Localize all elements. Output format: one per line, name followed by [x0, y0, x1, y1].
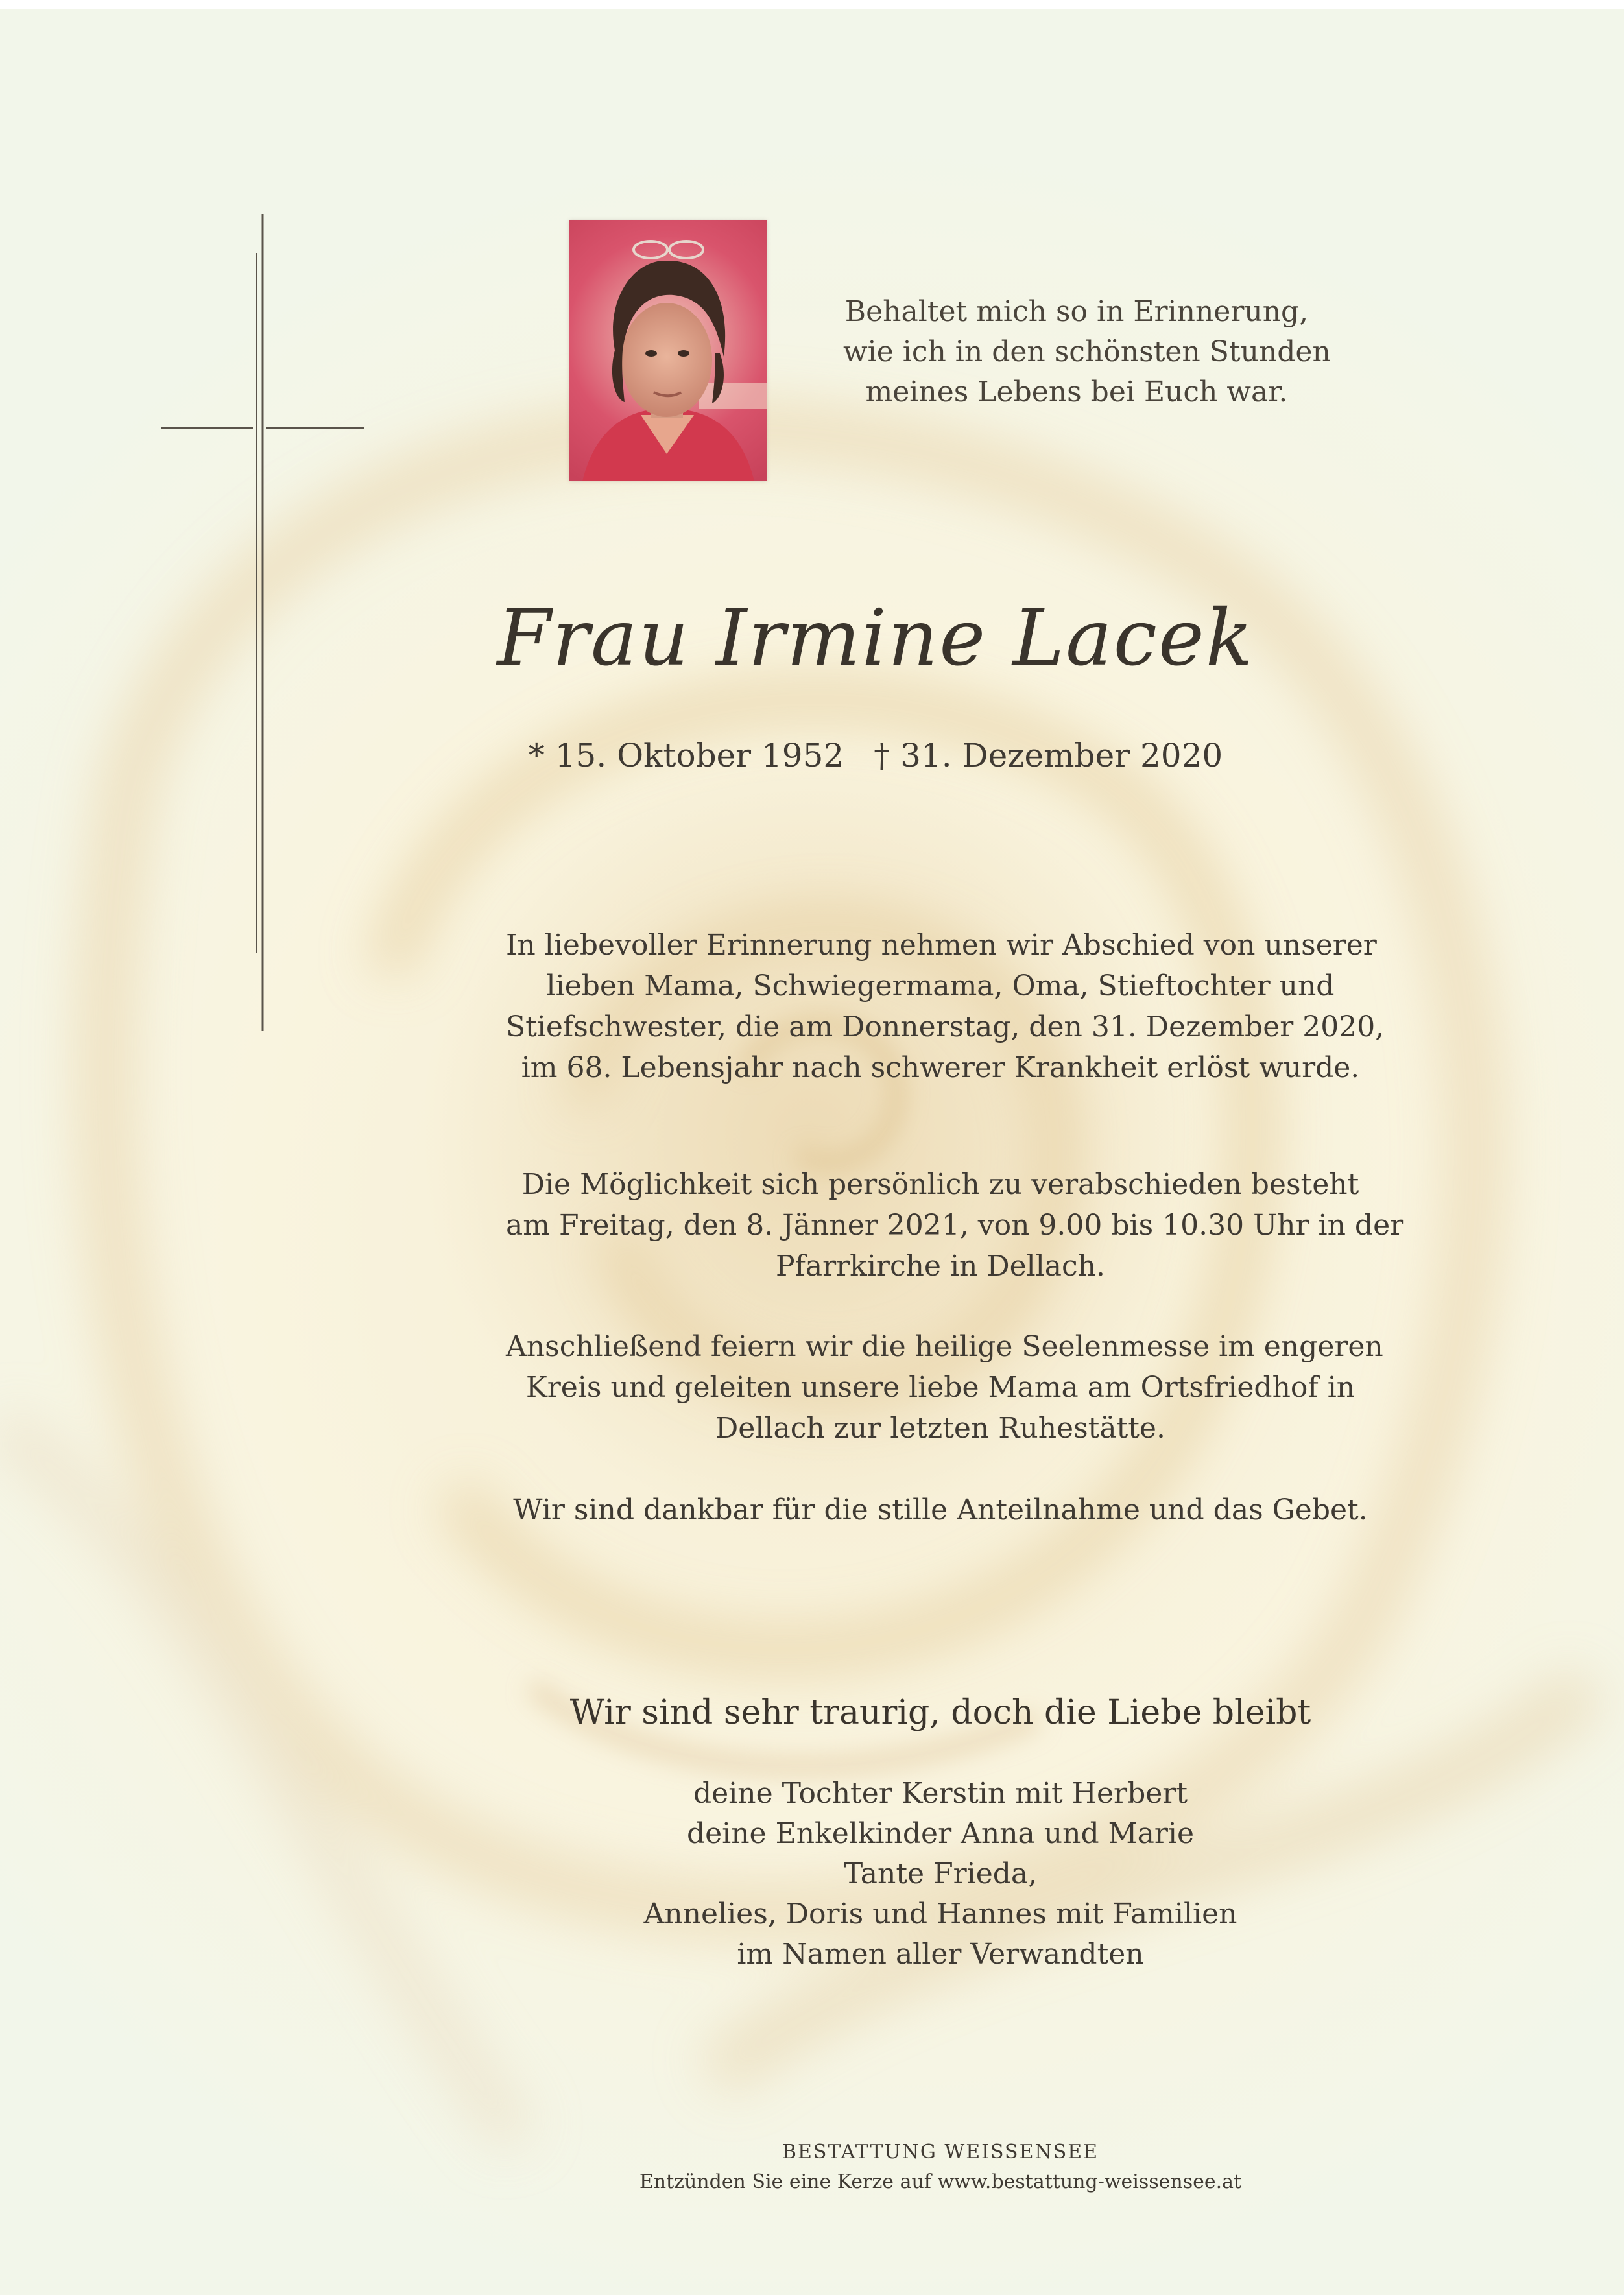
paragraph-line: Dellach zur letzten Ruhestätte.: [715, 1412, 1165, 1445]
deceased-name: Frau Irmine Lacek: [497, 593, 1254, 684]
paragraph-line: am Freitag, den 8. Jänner 2021, von 9.00 bis 10.30 Uhr in der: [506, 1209, 1404, 1242]
mass-paragraph: [506, 1326, 1383, 1449]
mourners-list: [506, 1774, 1375, 1975]
farewell-paragraph: [506, 925, 1385, 1088]
quote-line: meines Lebens bei Euch war.: [865, 375, 1288, 409]
paragraph-line: Stiefschwester, die am Donnerstag, den 31. Dezember 2020,: [506, 1010, 1385, 1043]
top-border: [0, 0, 1624, 9]
mourner-line: Annelies, Doris und Hannes mit Familien: [643, 1897, 1237, 1931]
paragraph-line: Die Möglichkeit sich persönlich zu verabschieden besteht: [521, 1168, 1359, 1201]
thanks-paragraph: [506, 1490, 1375, 1530]
paragraph-line: Wir sind dankbar für die stille Anteilnahme und das Gebet.: [513, 1493, 1368, 1527]
paragraph-line: Pfarrkirche in Dellach.: [775, 1250, 1106, 1283]
viewing-paragraph: [506, 1164, 1404, 1287]
memorial-quote: [843, 292, 1331, 412]
funeral-company-name: BESTATTUNG WEISSENSEE: [782, 2141, 1099, 2163]
mourner-line: Tante Frieda,: [843, 1857, 1038, 1890]
portrait-photo: [569, 220, 767, 481]
footer: [506, 2137, 1375, 2197]
mourner-line: deine Enkelkinder Anna und Marie: [686, 1817, 1195, 1850]
paragraph-line: In liebevoller Erinnerung nehmen wir Abschied von unserer: [506, 929, 1377, 962]
mourner-line: deine Tochter Kerstin mit Herbert: [693, 1777, 1188, 1810]
quote-line: Behaltet mich so in Erinnerung,: [844, 295, 1309, 328]
birth-date: * 15. Oktober 1952: [528, 737, 844, 774]
paragraph-line: im 68. Lebensjahr nach schwerer Krankheit erlöst wurde.: [521, 1051, 1360, 1084]
life-dates: [454, 733, 1297, 778]
mourner-line: im Namen aller Verwandten: [737, 1938, 1144, 1971]
candle-link-text[interactable]: Entzünden Sie eine Kerze auf www.bestattung-weissensee.at: [639, 2170, 1242, 2193]
paragraph-line: Anschließend feiern wir die heilige Seelenmesse im engeren: [506, 1330, 1383, 1363]
death-date: † 31. Dezember 2020: [874, 737, 1223, 774]
paragraph-line: lieben Mama, Schwiegermama, Oma, Stieftochter und: [546, 969, 1335, 1003]
closing-saying: Wir sind sehr traurig, doch die Liebe bleibt: [569, 1693, 1311, 1732]
paragraph-line: Kreis und geleiten unsere liebe Mama am Ortsfriedhof in: [525, 1371, 1355, 1404]
cross-icon: [156, 208, 370, 1038]
quote-line: wie ich in den schönsten Stunden: [843, 335, 1331, 368]
